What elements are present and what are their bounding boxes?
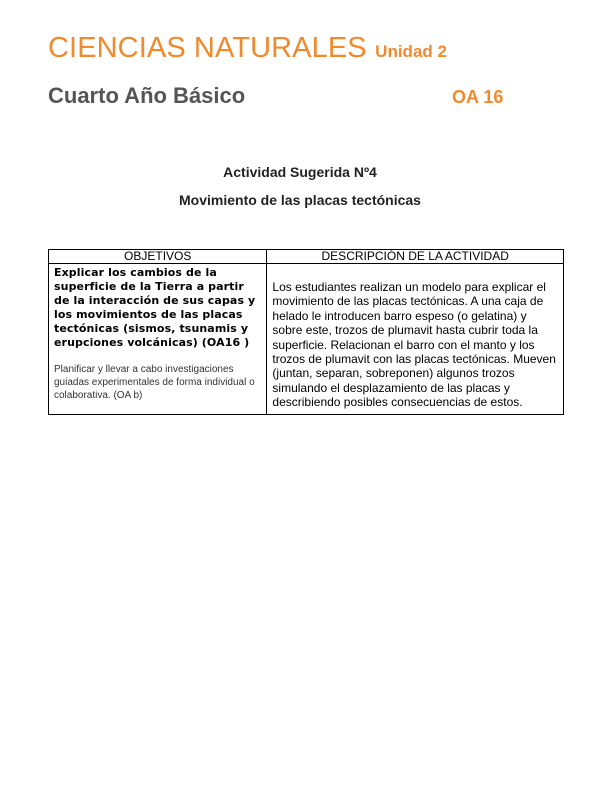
objectives-cell bbox=[49, 264, 267, 415]
unit-label: Unidad 2 bbox=[375, 42, 447, 61]
subject-title: CIENCIAS NATURALES bbox=[48, 32, 367, 64]
learning-objective: Explicar los cambios de la superficie de la Tierra a partir de la interacción de sus capas y los movimientos de las placas tectónicas (sismos, tsunamis y erupciones volcánicas) (OA16 ) bbox=[54, 266, 256, 349]
activity-topic: Movimiento de las placas tectónicas bbox=[179, 192, 421, 208]
oa-code-label: OA 16 bbox=[452, 87, 504, 107]
objectives-header: OBJETIVOS bbox=[49, 250, 267, 264]
grade-subtitle: Cuarto Año Básico bbox=[48, 83, 246, 108]
description-header: DESCRIPCIÓN DE LA ACTIVIDAD bbox=[267, 250, 564, 264]
description-cell: Los estudiantes realizan un modelo para explicar el movimiento de las placas tectónicas. A una caja de helado le introducen barro espeso (o gelatina) y sobre este, trozos de plumavit hasta cubrir toda la superficie. Relacionan el barro con el manto y los trozos de plumavit con las placas tectónicas. Mueven (juntan, separan, sobreponen) algunos trozos simulando el desplazamiento de las placas y describiendo posibles consecuencias de estos. bbox=[267, 264, 564, 415]
activity-table bbox=[48, 249, 564, 415]
table-header-row bbox=[49, 250, 564, 264]
activity-label: Actividad Sugerida Nº4 bbox=[223, 164, 377, 180]
document-title bbox=[48, 34, 447, 63]
skill-objective: Planificar y llevar a cabo investigaciones guiadas experimentales de forma individual o colaborativa. (OA b) bbox=[54, 364, 255, 401]
table-row bbox=[49, 264, 564, 415]
